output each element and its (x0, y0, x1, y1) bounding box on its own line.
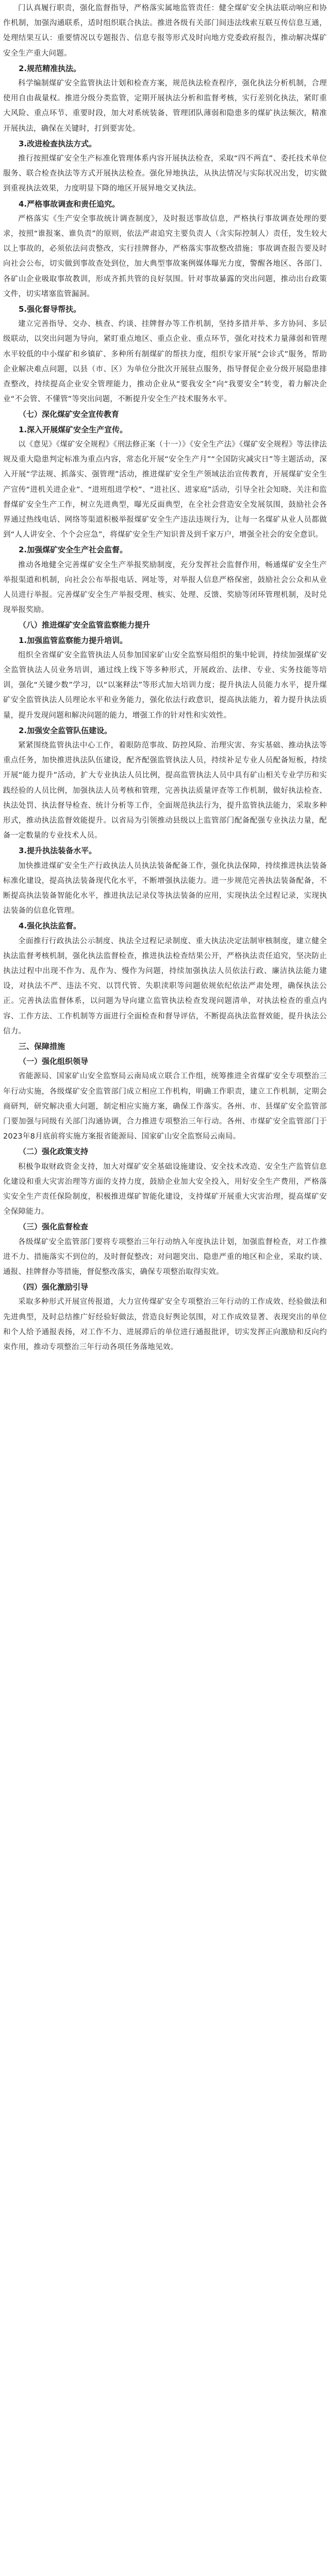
paragraph: 严格落实《生产安全事故统计调查制度》，及时报送事故信息，严格执行事故调查处理的要求，按照“谁报案、谁负责”的原则，依法严肃追究主要负责人（含实际控制人）责任，发生较大以上事故的，必须依法问责整改，实行挂牌督办，严格落实事故整改措施；事故调查报告要及时向社会公布，切实做到事故查处到位，加大典型事故案例媒体曝光力度，警醒各地区、各部门、各矿山企业吸取事故教训，形成齐抓共管的良好氛围。针对事故暴露的突出问题，推动出台政策文件，切实堵塞监管漏洞。 (3, 214, 327, 298)
section-heading: （三）强化监督检查 (19, 1222, 89, 1232)
section-heading: （七）深化煤矿安全宣传教育 (19, 410, 120, 419)
subsection-heading: 2.加强安全监管队伍建设。 (19, 725, 112, 735)
paragraph: 门认真履行职责，强化监督指导，严格落实属地监管责任：健全煤矿安全执法联动响应和协作机制，加强沟通联系，适时组织联合执法。推进各级有关部门间违法线索互联互传信息互通，处理结果互认：重要情况以专题报告、信息专报等形式及时向地方党委政府报告，推动解决煤矿安全生产重大问题。 (3, 4, 327, 58)
paragraph: 科学编制煤矿安全监管执法计划和检查方案，规范执法检查程序，强化执法分析机制，合理使用自由裁量权。推进分级分类监管，定期开展执法分析和监督考核，实行差别化执法，紧盯重大风险、重点环节、重要时段，加大对系统装备、管理团队薄弱和隐患多的煤矿执法频次，精准开展执法，确保在关键时，打到要害处。 (3, 79, 327, 133)
paragraph: 省能源局、国家矿山安全监察局云南局成立联合工作组，统筹推进全省煤矿安全专项整治三年行动实施，各级煤矿安全监管部门成立相应工作机构，明确工作职责，建立工作机制，定期会商研判，研究解决重大问题，制定相应实施方案，确保工作落实。各州、市、县煤矿安全监管部门要加强与同级有关部门沟通协调，合力推进专项整治三年行动。各州、市煤矿安全监管部门于2023年8月底前将实施方案报省能源局、国家矿山安全监察局云南局。 (3, 1072, 327, 1141)
subsection-heading: 4.强化执法监督。 (19, 921, 81, 931)
subsection-heading: 3.改进检查执法方式。 (19, 139, 97, 148)
subsection-heading: 1.加强监管监察能力提升培训。 (19, 635, 128, 645)
section-heading: 三、保障措施 (19, 1042, 65, 1052)
section-heading: （一）强化组织领导 (19, 1057, 89, 1066)
section-heading: （八）推进煤矿安全监管监察能力提升 (19, 620, 151, 630)
paragraph: 以《意见》《煤矿安全规程》《刑法修正案（十一）》《安全生产法》《煤矿安全规程》等法律法规及重大隐患判定标准为重点内容，常态化开展“安全生产月”“全国防灾减灾日”等主题活动，深入开展“学法规、抓落实、强管理”活动，推进煤矿安全生产领域法治宣传教育，开展煤矿安全生产宣传“进机关进企业”、“进班组进学校”、“进社区、进家庭”活动，引导全社会知晓、关注和监督煤矿安全生产工作，树立先进典型，曝光反面典型，在全社会营造安全发展氛围，鼓励社会各界通过热线电话、网络等渠道积极举报煤矿安全生产违法违规行为，让每一名煤矿从业人员都做到“人人讲安全、个个会应急”，将煤矿安全生产知识普及到千家万户，增强全社会的安全意识。 (3, 440, 327, 539)
paragraph: 组织全省煤矿安全监管执法人员参加国家矿山安全监察局组织的集中轮训，持续加强煤矿安全监管执法人员业务培训，通过线上线下等多种形式，开展政治、法律、专业、实务技能等培训，强化“关键少数”学习，以“以案释法”等形式加大培训力度；提升执法人员能力水平，提升煤矿安全监管执法人员理论水平和业务能力，强化依法行政意识，提高执法能力，着力提升执法质量，提升发现问题和解决问题的能力，增强工作的针对性和实效性。 (3, 651, 327, 720)
subsection-heading: 3.提升执法装备水平。 (19, 846, 97, 856)
paragraph: 各级煤矿安全监管部门要将专项整治三年行动纳入年度执法计划，加强监督检查，对工作推进不力、措施落实不到位的，及时督促整改；对问题突出、隐患严重的地区和企业，采取约谈、通报、挂牌督办等措施，督促整改落实，确保专项整治取得实效。 (3, 1238, 327, 1277)
paragraph: 采取多种形式开展宣传报道，大力宣传煤矿安全专项整治三年行动的工作成效、经验做法和先进典型，及时总结推广好经验好做法，营造良好舆论氛围，对工作成效显著、表现突出的单位和个人给予通报表扬，对工作不力、进展滞后的单位进行通报批评，切实发挥正向激励和反向约束作用，推动专项整治三年行动各项任务落地见效。 (3, 1298, 327, 1352)
subsection-heading: 2.加强煤矿安全生产社会监督。 (19, 545, 128, 555)
section-heading: （四）强化激励引导 (19, 1282, 89, 1292)
subsection-heading: 2.规范精准执法。 (19, 63, 81, 73)
paragraph: 建立完善指导、交办、核查、约谈、挂牌督办等工作机制，坚持多措并举、多方协同、多层级联动，以突出问题为导向，紧盯重点地区、重点企业、重点环节，强化对技术力量薄弱和管理水平较低的中小煤矿和乡镇矿、多种所有制煤矿的帮扶力度，组织专家开展“会诊式”服务，帮助企业解决难点问题，以县（市、区）为单位分批次开展驻点服务，指导督促企业分级开展隐患排查整改，持续提高企业安全管理能力，推动企业从“要我安全”向“我要安全”转变，着力解决企业“不会管、不懂管”等突出问题，不断提升安全生产技术服务水平。 (3, 320, 327, 404)
subsection-heading: 5.强化督导帮扶。 (19, 304, 81, 314)
paragraph: 推动各地健全完善煤矿安全生产举报奖励制度，充分发挥社会监督作用，畅通煤矿安全生产举报渠道和机制，向社会公布举报电话、网址等，对举报人信息严格保密，鼓励社会公众和从业人员进行举报。完善煤矿安全生产举报受理、核实、处理、反馈、奖励等闭环管理机制，及时兑现举报奖励。 (3, 561, 327, 615)
paragraph: 加快推进煤矿安全生产行政执法人员执法装备配备工作，强化执法保障，持续推进执法装备标准化建设，提高执法装备现代化水平，不断增强执法能力。进一步规范完善执法装备配备，不断提高执法装备智能化水平，推进执法记录仪等执法装备的应用，实现执法全过程记录，实现执法装备的信息化管理。 (3, 861, 327, 916)
paragraph: 紧紧围绕监管执法中心工作，着眼防范事故、防控风险、治理灾害、夯实基础、推动执法等重点任务，加快推进执法队伍建设，配齐配强监管执法人员，持续补足专业人员配备短板，持续开展“能力提升”活动，扩大专业执法人员比例，提高监管执法人员中具有矿山相关专业学历和实践经验的人员比例，加强执法人员考核和管理，完善执法质量评查等工作机制，做好执法检查、执法处罚、执法督导检查、统计分析等工作，全面规范执法行为，提升监管执法能力，采取多种形式，推动执法监督效能提升。以省局为引领推动县级以上监管部门配备配强专业执法力量，配备一定数量的专业技术人员。 (3, 741, 327, 840)
subsection-heading: 1.深入开展煤矿安全生产宣传。 (19, 425, 128, 434)
paragraph: 推行按照煤矿安全生产标准化管理体系内容开展执法检查，采取“四不两直”、委托技术单位服务、联合检查执法等方式开展执法检查。强化异地执法，从执法情况与实际状况出发，切实做到重视执法效果，力度明显下降的地区开展异地交叉执法。 (3, 155, 327, 193)
paragraph: 积极争取财政资金支持，加大对煤矿安全基础设施建设、安全技术改造、安全生产监管信息化建设和重大灾害治理等方面的支持力度，鼓励企业加大安全投入，用好安全生产费用，严格落实安全生产责任保险制度，积极推进煤矿智能化建设，支持煤矿开展重大灾害治理，提高煤矿安全保障能力。 (3, 1162, 327, 1216)
section-heading: （二）强化政策支持 (19, 1147, 89, 1157)
subsection-heading: 4.严格事故调查和责任追究。 (19, 199, 120, 209)
paragraph: 全面推行行政执法公示制度、执法全过程记录制度、重大执法决定法制审核制度，建立健全执法监督考核机制，强化执法监督检查，推进执法检查结果公开，严格执法责任追究，坚决防止执法过程中出现不作为、乱作为、慢作为问题，持续加强执法人员依法行政、廉洁执法能力建设，对执法不严、违法不究、以罚代管、失职渎职等问题依规依纪依法严肃处理，确保执法公正。完善执法监督体系，以问题为导向建立监管执法检查发现问题清单，对执法检查的重点内容、工作方法、工作机制等方面进行全面检查和督导评估，不断提高执法监督效能，提升执法公信力。 (3, 937, 327, 1036)
